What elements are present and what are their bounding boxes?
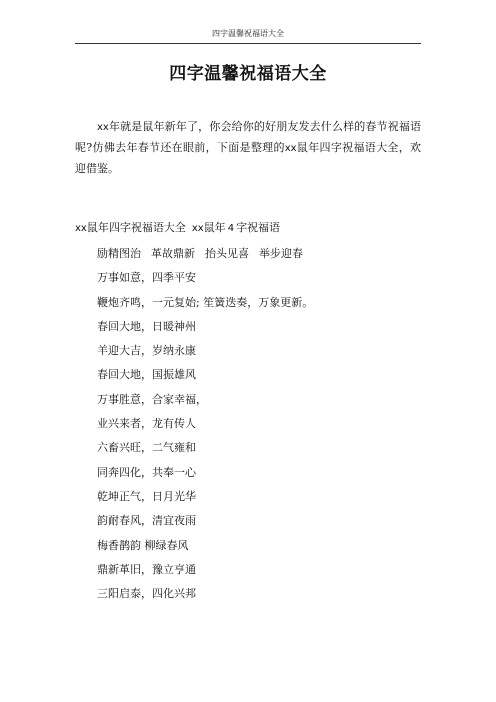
section-number: 4 <box>227 223 235 234</box>
blessing-line: 万事胜意，合家幸福， <box>97 392 207 406</box>
blessing-line: 春回大地，国振雄风 <box>97 368 196 382</box>
blessing-phrase: 革故鼎新 <box>151 247 195 260</box>
header-divider <box>75 43 421 44</box>
blessing-line: 鼎新革旧，豫立亨通 <box>97 562 196 576</box>
intro-year-placeholder-2: xx <box>284 143 297 154</box>
section-title-part1: 鼠年四字祝福语大全 <box>86 221 186 234</box>
section-heading <box>75 218 421 239</box>
section-year-placeholder-2: xx <box>191 223 204 234</box>
blessing-line <box>97 242 421 266</box>
blessing-phrase: 举步迎春 <box>259 247 303 260</box>
intro-text-part1: 年就是鼠年新年了，你会给你的好朋友发去什么样的春节祝福语呢?仿佛去年春节还在眼前，下面是整理的 <box>75 120 421 154</box>
intro-year-placeholder: xx <box>97 122 109 133</box>
blessing-phrase: 励精图治 <box>97 247 141 260</box>
blessing-line: 鞭炮齐鸣，一元复始; 笙簧迭奏，万象更新。 <box>97 295 314 309</box>
blessing-line: 羊迎大吉，岁纳永康 <box>97 344 196 358</box>
blessing-line: 乾坤正气，日月光华 <box>97 489 196 503</box>
blessing-line: 业兴来者，龙有传人 <box>97 417 196 431</box>
blessing-line: 六畜兴旺，二气雍和 <box>97 441 196 455</box>
intro-paragraph <box>75 117 421 179</box>
section-title-part3: 字祝福语 <box>236 221 281 234</box>
blessing-line: 春回大地，日暖神州 <box>97 319 196 333</box>
section-title-part2: 鼠年 <box>203 221 226 234</box>
intro-text-part2: 鼠年四字祝福语大全，欢迎借鉴。 <box>75 141 422 175</box>
blessing-line: 同奔四化，共奉一心 <box>97 465 196 479</box>
section-year-placeholder: xx <box>75 223 87 234</box>
blessing-line: 万事如意，四季平安 <box>97 271 196 285</box>
blessing-list <box>97 242 421 606</box>
blessing-line: 韵耐春风，清宜夜雨 <box>97 514 196 528</box>
blessing-line: 梅香鹊韵 柳绿春风 <box>97 538 189 552</box>
blessing-phrase: 抬头见喜 <box>205 247 249 260</box>
blessing-line: 三阳启泰，四化兴邦 <box>97 587 196 601</box>
document-title: 四字温馨祝福语大全 <box>169 64 327 84</box>
running-header: 四字温馨祝福语大全 <box>212 29 284 38</box>
